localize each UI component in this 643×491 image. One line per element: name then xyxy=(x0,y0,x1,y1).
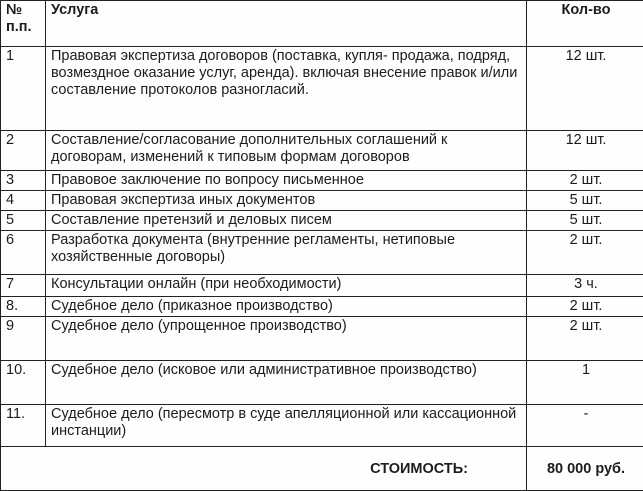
row-qty: 2 шт. xyxy=(527,171,643,191)
row-service: Судебное дело (приказное производство) xyxy=(46,297,527,317)
row-qty: 2 шт. xyxy=(527,231,643,275)
row-qty: 12 шт. xyxy=(527,131,643,171)
row-service: Составление претензий и деловых писем xyxy=(46,211,527,231)
header-service: Услуга xyxy=(46,1,527,47)
row-qty: 12 шт. xyxy=(527,47,643,131)
row-num: 10. xyxy=(1,361,46,405)
row-qty: 2 шт. xyxy=(527,317,643,361)
row-num: 5 xyxy=(1,211,46,231)
header-qty: Кол-во xyxy=(527,1,643,47)
row-service: Правовое заключение по вопросу письменное xyxy=(46,171,527,191)
row-service: Консультации онлайн (при необходимости) xyxy=(46,275,527,297)
header-num: № п.п. xyxy=(1,1,46,47)
row-num: 3 xyxy=(1,171,46,191)
row-num: 4 xyxy=(1,191,46,211)
row-num: 2 xyxy=(1,131,46,171)
row-service: Разработка документа (внутренние регламенты, нетиповые хозяйственные договоры) xyxy=(46,231,527,275)
row-qty: 1 xyxy=(527,361,643,405)
header-row xyxy=(1,1,643,47)
row-service: Правовая экспертиза иных документов xyxy=(46,191,527,211)
table-row xyxy=(1,317,643,361)
row-num: 1 xyxy=(1,47,46,131)
row-qty: 2 шт. xyxy=(527,297,643,317)
table-row xyxy=(1,275,643,297)
total-label: СТОИМОСТЬ: xyxy=(1,447,527,491)
row-service: Судебное дело (упрощенное производство) xyxy=(46,317,527,361)
row-num: 8. xyxy=(1,297,46,317)
row-num: 7 xyxy=(1,275,46,297)
row-qty: 5 шт. xyxy=(527,191,643,211)
row-service: Судебное дело (пересмотр в суде апелляционной или кассационной инстанции) xyxy=(46,405,527,447)
table-row xyxy=(1,191,643,211)
row-service: Составление/согласование дополнительных соглашений к договорам, изменений к типовым формам договоров xyxy=(46,131,527,171)
table-row xyxy=(1,47,643,131)
row-num: 9 xyxy=(1,317,46,361)
row-qty: 5 шт. xyxy=(527,211,643,231)
total-value: 80 000 руб. xyxy=(527,447,643,491)
row-num: 11. xyxy=(1,405,46,447)
table-row xyxy=(1,171,643,191)
row-qty: 3 ч. xyxy=(527,275,643,297)
total-row xyxy=(1,447,643,491)
row-num: 6 xyxy=(1,231,46,275)
table-row xyxy=(1,131,643,171)
table-row xyxy=(1,405,643,447)
table-row xyxy=(1,361,643,405)
table-row xyxy=(1,231,643,275)
row-qty: - xyxy=(527,405,643,447)
row-service: Судебное дело (исковое или административное производство) xyxy=(46,361,527,405)
table-row xyxy=(1,297,643,317)
row-service: Правовая экспертиза договоров (поставка, купля- продажа, подряд, возмездное оказание услуг, аренда). включая внесение правок и/или составление протоколов разногласий. xyxy=(46,47,527,131)
table-row xyxy=(1,211,643,231)
